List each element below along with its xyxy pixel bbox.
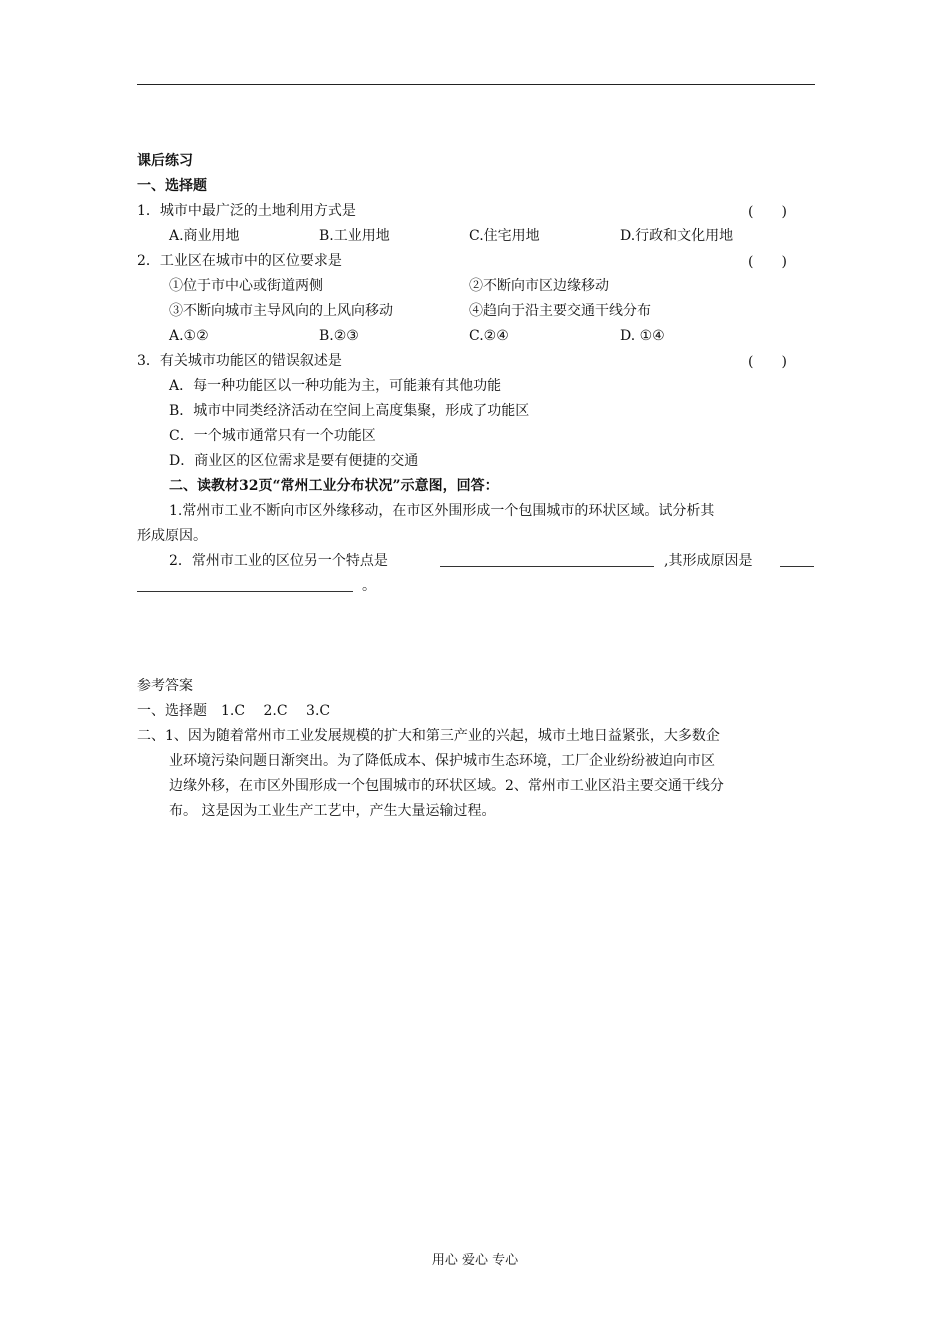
q2-option-a: A.①② <box>169 328 209 344</box>
q3-answer-bracket: ( ) <box>748 354 787 370</box>
page-footer: 用心 爱心 专心 <box>431 1253 519 1268</box>
part2-q1-line2: 形成原因。 <box>137 528 207 544</box>
answer-part2-line2: 业环境污染问题日渐突出。为了降低成本、保护城市生态环境，工厂企业纷纷被迫向市区 <box>169 753 715 769</box>
part2-q2-blank-2b[interactable] <box>137 576 353 596</box>
answers-title: 参考答案 <box>137 678 193 694</box>
part2-q1-line1: 1.常州市工业不断向市区外缘移动，在市区外围形成一个包围城市的环状区域。试分析其 <box>169 503 715 519</box>
q3-option-b: B．城市中同类经济活动在空间上高度集聚，形成了功能区 <box>169 403 530 419</box>
q2-statement-3: ③不断向城市主导风向的上风向移动 <box>169 303 393 319</box>
part2-q2-prefix: 2．常州市工业的区位另一个特点是 <box>169 553 388 569</box>
answer-part2-line3: 边缘外移，在市区外围形成一个包围城市的环状区域。2、常州市工业区沿主要交通干线分 <box>169 778 724 794</box>
q1-option-d: D.行政和文化用地 <box>620 228 734 244</box>
q3-option-a: A．每一种功能区以一种功能为主，可能兼有其他功能 <box>169 378 502 394</box>
answer-part1: 一、选择题 1.C 2.C 3.C <box>137 703 331 719</box>
part2-q2-blank-1[interactable] <box>440 551 654 571</box>
q2-statement-2: ②不断向市区边缘移动 <box>469 278 609 294</box>
q2-statement-4: ④趋向于沿主要交通干线分布 <box>469 303 651 319</box>
q3-option-c: C．一个城市通常只有一个功能区 <box>169 428 376 444</box>
q2-stem: 2．工业区在城市中的区位要求是 <box>137 253 342 269</box>
q1-answer-bracket: ( ) <box>748 204 787 220</box>
part2-q2-middle: ,其形成原因是 <box>664 553 753 569</box>
q2-statement-1: ①位于市中心或街道两侧 <box>169 278 323 294</box>
answer-part2-line1: 二、1、因为随着常州市工业发展规模的扩大和第三产业的兴起，城市土地日益紧张，大多数企 <box>137 728 720 744</box>
q2-option-c: C.②④ <box>469 328 509 344</box>
q1-stem: 1．城市中最广泛的土地利用方式是 <box>137 203 356 219</box>
part2-title: 二、读教材32页“常州工业分布状况”示意图，回答： <box>169 478 499 494</box>
q2-option-d: D. ①④ <box>620 328 665 344</box>
q3-stem: 3．有关城市功能区的错误叙述是 <box>137 353 342 369</box>
part2-q2-blank-2a[interactable] <box>780 551 814 571</box>
q1-option-b: B.工业用地 <box>319 228 390 244</box>
q2-option-b: B.②③ <box>319 328 359 344</box>
q2-answer-bracket: ( ) <box>748 254 787 270</box>
section-title: 课后练习 <box>137 153 193 169</box>
header-rule <box>137 84 815 85</box>
q1-option-a: A.商业用地 <box>169 228 240 244</box>
q3-option-d: D．商业区的区位需求是要有便捷的交通 <box>169 453 419 469</box>
part2-q2-end: 。 <box>362 578 376 594</box>
answer-part2-line4: 布。 这是因为工业生产工艺中，产生大量运输过程。 <box>169 803 496 819</box>
part1-title: 一、选择题 <box>137 178 207 194</box>
q1-option-c: C.住宅用地 <box>469 228 540 244</box>
